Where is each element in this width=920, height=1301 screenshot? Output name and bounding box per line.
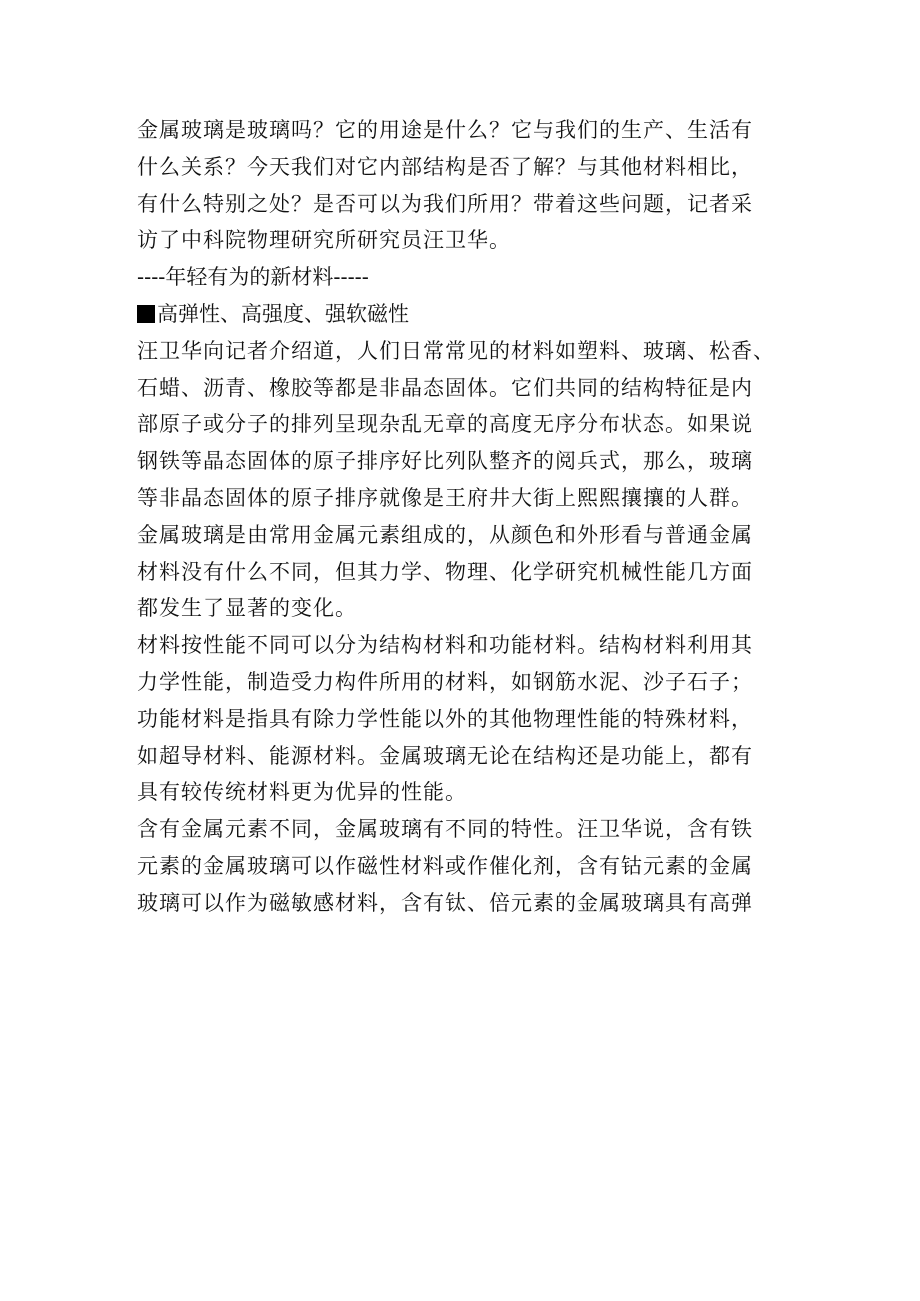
text-line: 玻璃可以作为磁敏感材料，含有钛、倍元素的金属玻璃具有高弹	[137, 890, 753, 915]
text-line: 有什么特别之处？是否可以为我们所用？带着这些问题，记者采	[137, 191, 753, 216]
intro-paragraph	[137, 112, 817, 259]
text-line: 访了中科院物理研究所研究员汪卫华。	[137, 228, 511, 253]
text-line: 如超导材料、能源材料。金属玻璃无论在结构还是功能上，都有	[137, 743, 753, 768]
text-line: 力学性能，制造受力构件所用的材料，如钢筋水泥、沙子石子；	[137, 669, 753, 694]
text-line: 金属玻璃是由常用金属元素组成的，从颜色和外形看与普通金属	[137, 522, 753, 547]
paragraph-material-types	[137, 627, 817, 811]
text-line: 钢铁等晶态固体的原子排序好比列队整齐的阅兵式，那么，玻璃	[137, 449, 753, 474]
text-line: 材料没有什么不同，但其力学、物理、化学研究机械性能几方面	[137, 559, 753, 584]
text-line: 金属玻璃是玻璃吗？它的用途是什么？它与我们的生产、生活有	[137, 118, 753, 142]
text-line: 具有较传统材料更为优异的性能。	[137, 780, 467, 805]
text-line: 功能材料是指具有除力学性能以外的其他物理性能的特殊材料，	[137, 706, 753, 731]
black-square-icon	[137, 305, 155, 323]
paragraph-element-properties	[137, 811, 817, 921]
text-line: 材料按性能不同可以分为结构材料和功能材料。结构材料利用其	[137, 633, 753, 658]
text-line: 元素的金属玻璃可以作磁性材料或作催化剂，含有钴元素的金属	[137, 853, 753, 878]
document-body	[137, 112, 817, 922]
text-line: 都发生了显著的变化。	[137, 596, 357, 621]
section-title: ----年轻有为的新材料-----	[137, 265, 369, 290]
text-line: 汪卫华向记者介绍道，人们日常常见的材料如塑料、玻璃、松香、	[137, 338, 775, 363]
paragraph-amorphous-solids	[137, 333, 817, 627]
text-line: 什么关系？今天我们对它内部结构是否了解？与其他材料相比，	[137, 154, 753, 179]
text-line: 含有金属元素不同，金属玻璃有不同的特性。汪卫华说，含有铁	[137, 817, 753, 842]
text-line: 石蜡、沥青、橡胶等都是非晶态固体。它们共同的结构特征是内	[137, 375, 753, 400]
text-line: 部原子或分子的排列呈现杂乱无章的高度无序分布状态。如果说	[137, 412, 753, 437]
text-line: 等非晶态固体的原子排序就像是王府井大街上熙熙攘攘的人群。	[137, 485, 753, 510]
subheading	[137, 296, 817, 333]
subheading-text: 高弹性、高强度、强软磁性	[157, 301, 409, 326]
